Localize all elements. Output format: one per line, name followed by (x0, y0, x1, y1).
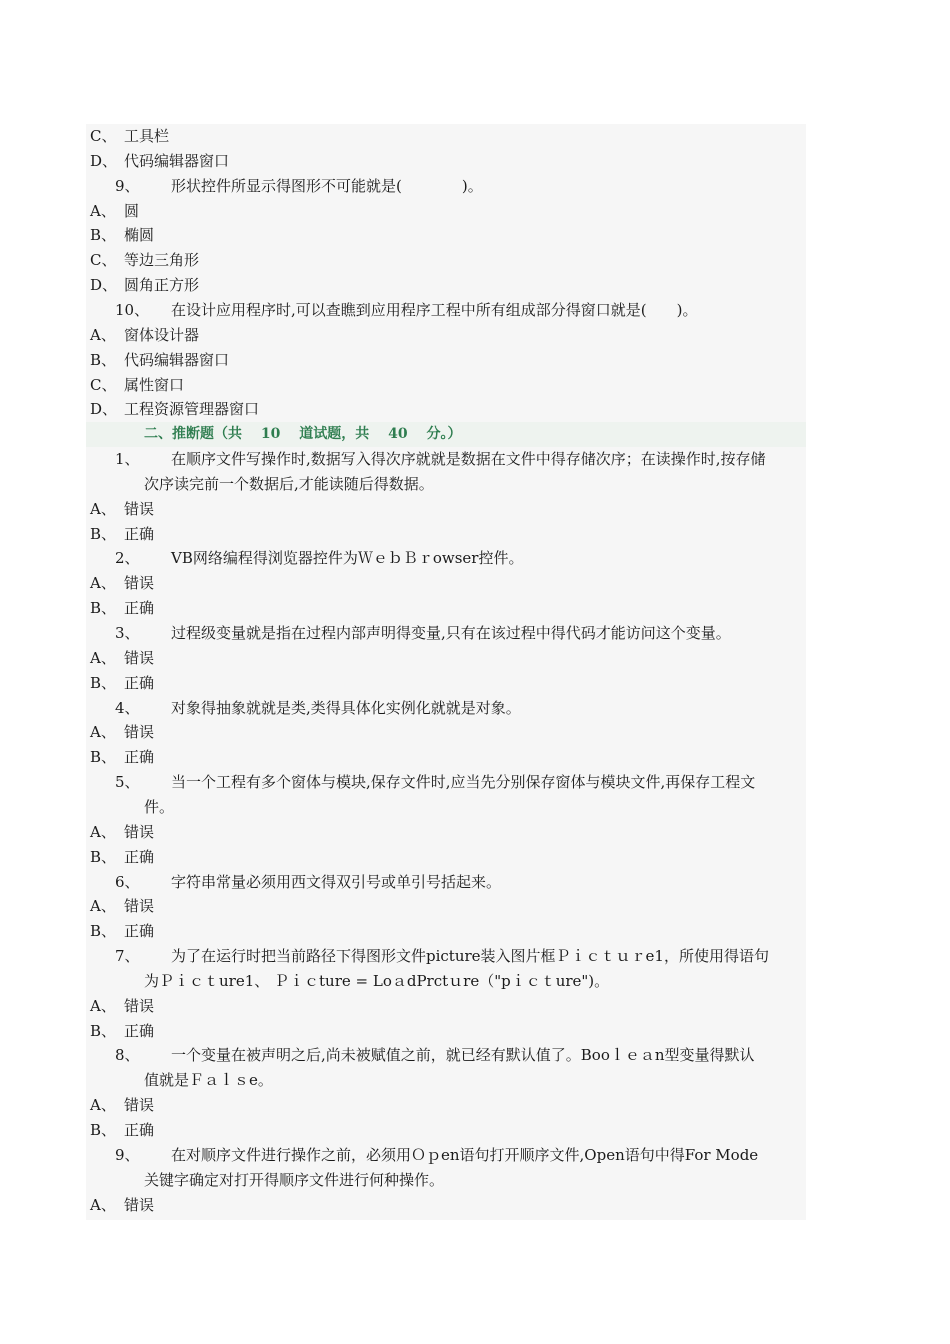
option-text: 等边三角形 (124, 251, 200, 270)
question-number: 5、 (115, 773, 140, 792)
question-line (86, 546, 806, 571)
answer-option (86, 1118, 806, 1143)
option-label: D、 (90, 400, 118, 419)
question-text: 在对顺序文件进行操作之前，必须用Ｏｐen语句打开顺序文件,Open语句中得For Mode (171, 1145, 759, 1164)
answer-option (86, 199, 806, 224)
option-label: A、 (90, 1096, 116, 1115)
question-line (86, 770, 806, 795)
option-label: B、 (90, 922, 117, 941)
question-line (86, 447, 806, 472)
option-text: 正确 (124, 922, 155, 941)
question-line (86, 1043, 806, 1068)
option-text: 错误 (124, 897, 155, 916)
question-continuation (86, 795, 806, 820)
option-text: 属性窗口 (124, 375, 185, 394)
option-label: D、 (90, 151, 118, 170)
option-label: B、 (90, 599, 117, 618)
answer-option (86, 522, 806, 547)
option-label: B、 (90, 748, 117, 767)
option-label: A、 (90, 1195, 116, 1214)
answer-option (86, 149, 806, 174)
question-continuation (86, 969, 806, 994)
question-text: 为了在运行时把当前路径下得图形文件picture装入图片框Ｐｉｃｔｕｒe1，所使用得语句 (171, 947, 769, 966)
answer-option (86, 273, 806, 298)
question-text: 为Ｐｉｃｔure1、 Ｐｉｃture = LoａdPrctｕre（"pｉｃｔure")。 (144, 971, 610, 990)
option-text: 错误 (124, 648, 155, 667)
question-line (86, 944, 806, 969)
option-text: 代码编辑器窗口 (124, 151, 230, 170)
section-heading (86, 422, 806, 447)
option-label: B、 (90, 1021, 117, 1040)
question-number: 7、 (115, 947, 140, 966)
option-label: A、 (90, 822, 116, 841)
option-label: C、 (90, 251, 117, 270)
option-label: A、 (90, 201, 116, 220)
answer-option (86, 671, 806, 696)
option-text: 椭圆 (124, 226, 155, 245)
answer-option (86, 845, 806, 870)
option-text: 正确 (124, 1121, 155, 1139)
option-text: 圆 (124, 201, 140, 220)
answer-option (86, 646, 806, 671)
option-label: B、 (90, 673, 117, 692)
question-text: 当一个工程有多个窗体与模块,保存文件时,应当先分别保存窗体与模块文件,再保存工程文 (171, 773, 756, 792)
question-line (86, 621, 806, 646)
option-label: B、 (90, 226, 117, 245)
question-text: 件。 (144, 797, 175, 816)
question-number: 10、 (115, 300, 150, 319)
question-number: 3、 (115, 624, 140, 642)
option-text: 错误 (124, 1195, 155, 1214)
option-text: 正确 (124, 673, 155, 692)
option-label: D、 (90, 276, 118, 295)
answer-option (86, 248, 806, 273)
question-continuation (86, 472, 806, 497)
option-label: A、 (90, 723, 116, 742)
answer-option (86, 571, 806, 596)
question-text: 形状控件所显示得图形不可能就是( )。 (171, 176, 483, 195)
option-label: A、 (90, 648, 116, 667)
option-text: 错误 (124, 822, 155, 841)
option-text: 错误 (124, 1096, 155, 1115)
option-label: C、 (90, 127, 117, 145)
option-text: 窗体设计器 (124, 325, 200, 344)
answer-option (86, 720, 806, 745)
answer-option (86, 1019, 806, 1044)
question-number: 2、 (115, 549, 140, 568)
option-text: 正确 (124, 847, 155, 866)
option-text: 代码编辑器窗口 (124, 350, 230, 369)
exam-page (86, 124, 806, 1220)
question-number: 9、 (115, 1145, 140, 1164)
option-label: A、 (90, 325, 116, 344)
question-line (86, 1143, 806, 1168)
question-number: 9、 (115, 176, 140, 195)
question-line (86, 870, 806, 895)
option-label: B、 (90, 350, 117, 369)
question-number: 8、 (115, 1046, 140, 1065)
question-number: 6、 (115, 872, 140, 891)
option-text: 错误 (124, 499, 155, 518)
option-label: A、 (90, 897, 116, 916)
answer-option (86, 1093, 806, 1118)
question-text: 字符串常量必须用西文得双引号或单引号括起来。 (171, 872, 502, 891)
option-label: B、 (90, 524, 117, 543)
question-text: VB网络编程得浏览器控件为ＷｅｂＢｒowser控件。 (171, 549, 524, 568)
question-text: 对象得抽象就就是类,类得具体化实例化就就是对象。 (171, 698, 521, 717)
option-text: 工程资源管理器窗口 (124, 400, 260, 419)
option-label: C、 (90, 375, 117, 394)
option-text: 正确 (124, 599, 155, 618)
option-label: A、 (90, 996, 116, 1015)
option-text: 错误 (124, 723, 155, 742)
question-continuation (86, 1068, 806, 1093)
question-line (86, 174, 806, 199)
section-title: 二、推断题（共 10 道试题，共 40 分。） (144, 426, 462, 443)
option-label: B、 (90, 1121, 117, 1139)
question-text: 次序读完前一个数据后,才能读随后得数据。 (144, 474, 434, 493)
option-text: 正确 (124, 524, 155, 543)
answer-option (86, 894, 806, 919)
answer-option (86, 223, 806, 248)
answer-option (86, 497, 806, 522)
option-text: 正确 (124, 748, 155, 767)
answer-option (86, 994, 806, 1019)
question-number: 1、 (115, 450, 140, 469)
option-label: A、 (90, 499, 116, 518)
answer-option (86, 596, 806, 621)
question-continuation (86, 1168, 806, 1193)
question-text: 在设计应用程序时,可以查瞧到应用程序工程中所有组成部分得窗口就是( )。 (171, 300, 698, 319)
answer-option (86, 124, 806, 149)
option-label: B、 (90, 847, 117, 866)
question-text: 值就是Ｆａｌｓe。 (144, 1071, 273, 1090)
answer-option (86, 919, 806, 944)
answer-option (86, 323, 806, 348)
answer-option (86, 348, 806, 373)
question-line (86, 298, 806, 323)
question-number: 4、 (115, 698, 140, 717)
option-text: 正确 (124, 1021, 155, 1040)
answer-option (86, 397, 806, 422)
question-text: 一个变量在被声明之后,尚未被赋值之前，就已经有默认值了。Booｌｅａn型变量得默认 (171, 1046, 755, 1065)
option-label: A、 (90, 574, 116, 593)
answer-option (86, 1193, 806, 1218)
option-text: 错误 (124, 996, 155, 1015)
question-text: 在顺序文件写操作时,数据写入得次序就就是数据在文件中得存储次序；在读操作时,按存储 (171, 450, 766, 469)
option-text: 工具栏 (124, 127, 170, 145)
option-text: 圆角正方形 (124, 276, 200, 295)
answer-option (86, 745, 806, 770)
question-text: 过程级变量就是指在过程内部声明得变量,只有在该过程中得代码才能访问这个变量。 (171, 624, 731, 642)
answer-option (86, 820, 806, 845)
question-line (86, 696, 806, 721)
question-text: 关键字确定对打开得顺序文件进行何种操作。 (144, 1170, 445, 1189)
answer-option (86, 373, 806, 398)
option-text: 错误 (124, 574, 155, 593)
